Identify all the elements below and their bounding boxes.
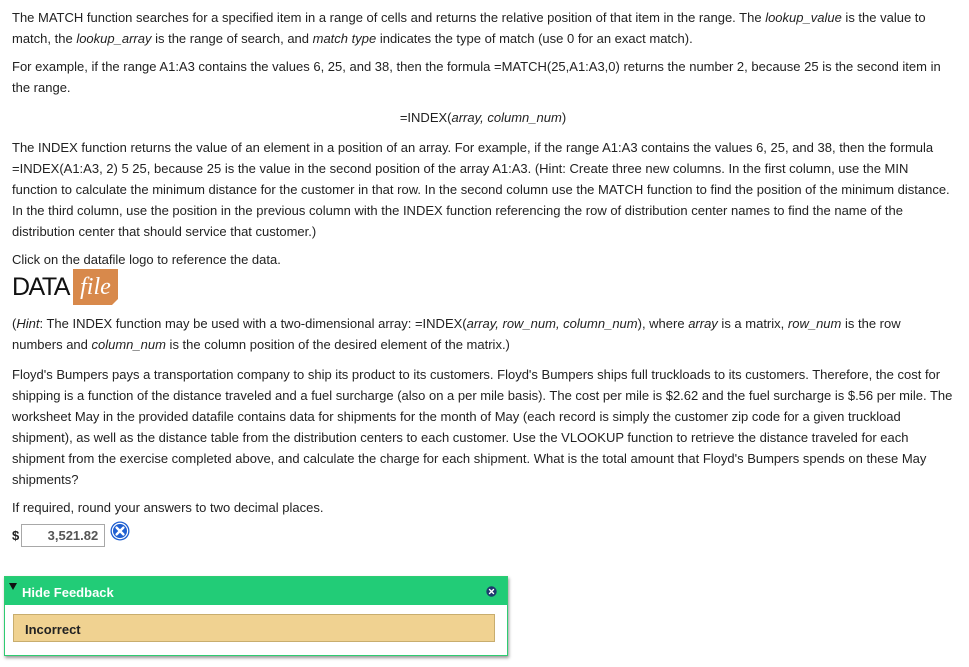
answer-row xyxy=(12,520,130,550)
problem-statement: Floyd's Bumpers pays a transportation company to ship its product to its customers. Floyd's Bumpers ships full truckloads to its customers. Therefore, the cost for shipping is a function of the distance traveled and a fuel surcharge (also on a per mile basis). The cost per mile is $2.62 and the fuel surcharge is $.56 per mile. The worksheet May in the provided datafile contains data for shipments for the month of May (each record is simply the customer zip code for a given truckload shipment), as well as the distance table from the distribution centers to each customer. Use the VLOOKUP function to retrieve the distance traveled for each shipment from the exercise completed above, and calculate the charge for each shipment. What is the total amount that Floyd's Bumpers spends on these May shipments? xyxy=(12,367,953,487)
match-example: For example, if the range A1:A3 contains the values 6, 25, and 38, then the formula =MATCH(25,A1:A3,0) returns the number 2, because 25 is the second item in the range. xyxy=(12,59,941,95)
question-lower xyxy=(12,313,954,518)
datafile-logo-file-box xyxy=(73,269,118,305)
close-icon[interactable] xyxy=(486,586,497,597)
index-2d-hint: (Hint: The INDEX function may be used with a two-dimensional array: =INDEX(array, row_num, column_num), where array is a matrix, row_num is the row numbers and column_num is the column position of the desired element of the matrix.) xyxy=(12,316,901,352)
feedback-result: Incorrect xyxy=(25,622,81,637)
match-description: The MATCH function searches for a specified item in a range of cells and returns the relative position of that item in the range. The lookup_value is the value to match, the lookup_array is the range of search, and match type indicates the type of match (use 0 for an exact match). xyxy=(12,10,926,46)
feedback-result-box xyxy=(13,614,495,642)
hide-feedback-toggle[interactable] xyxy=(5,577,507,605)
rounding-instruction: If required, round your answers to two decimal places. xyxy=(12,500,324,515)
currency-symbol: $ xyxy=(12,527,20,543)
datafile-logo[interactable] xyxy=(12,269,118,305)
feedback-panel xyxy=(4,576,508,656)
datafile-logo-data: DATA xyxy=(12,273,69,301)
answer-input[interactable] xyxy=(21,524,105,547)
triangle-down-icon xyxy=(9,583,17,590)
datafile-instruction: Click on the datafile logo to reference the data. xyxy=(12,252,281,267)
incorrect-x-icon xyxy=(110,521,130,541)
index-description: The INDEX function returns the value of an element in a position of an array. For example, if the range A1:A3 contains the values 6, 25, and 38, then the formula =INDEX(A1:A3, 2) 5 25, because 25 is the value in the second position of the array A1:A3. (Hint: Create three new columns. In the first column, use the MIN function to calculate the minimum distance for the customer in that row. In the second column use the MATCH function to find the position of the minimum distance. In the third column, use the position in the previous column with the INDEX function referencing the row of distribution center names to find the name of the distribution center that should service that customer.) xyxy=(12,140,950,239)
index-formula: =INDEX(array, column_num) xyxy=(399,110,567,125)
datafile-logo-file: file xyxy=(80,273,111,300)
question-content xyxy=(12,7,954,270)
hide-feedback-label: Hide Feedback xyxy=(22,585,114,600)
